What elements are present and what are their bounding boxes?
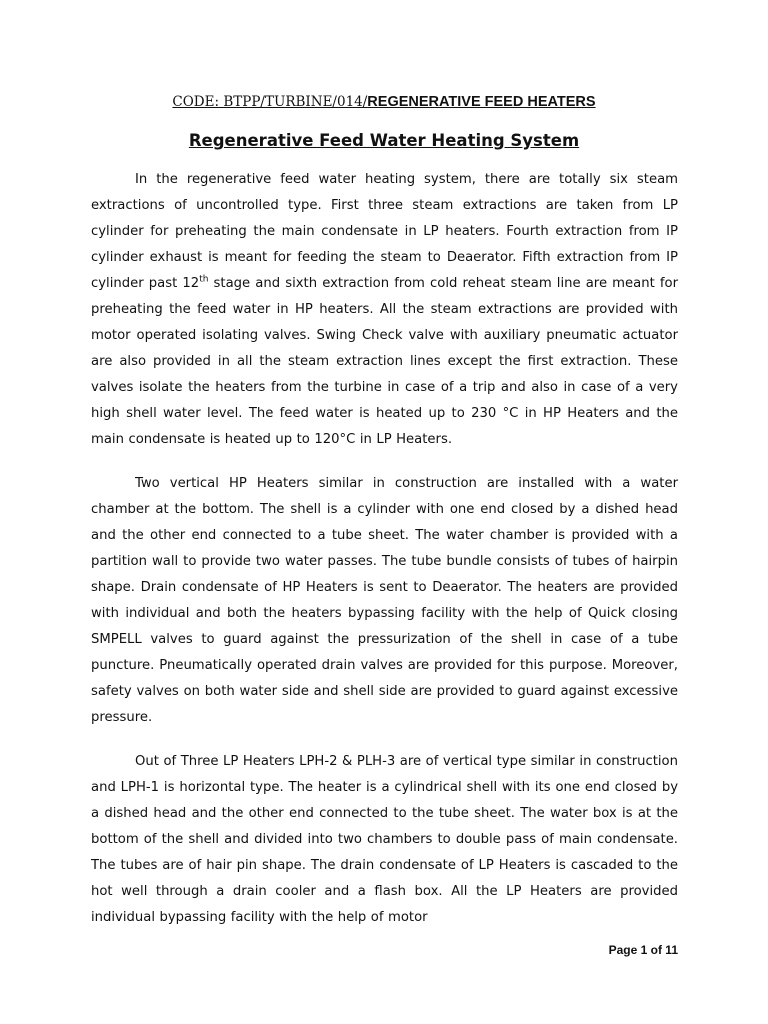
page-title: Regenerative Feed Water Heating System xyxy=(188,131,580,150)
page-number: Page 1 of 11 xyxy=(608,943,678,957)
document-topic: REGENERATIVE FEED HEATERS xyxy=(367,94,596,110)
document-code-header xyxy=(0,94,768,110)
document-code: CODE: BTPP/TURBINE/014/ xyxy=(172,94,368,110)
paragraph-lp-heaters: Out of Three LP Heaters LPH-2 & PLH-3 are of vertical type similar in construction and LPH-1 is horizontal type. The heater is a cylindrical shell with its one end closed by a dished head and the other end connected to the tube sheet. The water box is at the bottom of the shell and divided into two chambers to double pass of main condensate. The tubes are of hair pin shape. The drain condensate of LP Heaters is cascaded to the hot well through a drain cooler and a flash box. All the LP Heaters are provided individual bypassing facility with the help of motor xyxy=(91,754,678,925)
ordinal-superscript: th xyxy=(199,274,209,285)
paragraph-extractions-part2: stage and sixth extraction from cold reheat steam line are meant for preheating the feed water in HP heaters. All the steam extractions are provided with motor operated isolating valves. Swing Check valve with auxiliary pneumatic actuator are also provided in all the steam extraction lines except the first extraction. These valves isolate the heaters from the turbine in case of a trip and also in case of a very high shell water level. The feed water is heated up to 230 °C in HP Heaters and the main condensate is heated up to 120°C in LP Heaters. xyxy=(91,276,679,447)
body-text xyxy=(91,167,678,949)
paragraph-extractions-part1: In the regenerative feed water heating system, there are totally six steam extractions of uncontrolled type. First three steam extractions are taken from LP cylinder for preheating the main condensate in LP heaters. Fourth extraction from IP cylinder exhaust is meant for feeding the steam to Deaerator. Fifth extraction from IP cylinder past 12 xyxy=(91,172,678,291)
paragraph-hp-heaters: Two vertical HP Heaters similar in construction are installed with a water chamber at the bottom. The shell is a cylinder with one end closed by a dished head and the other end connected to a tube sheet. The water chamber is provided with a partition wall to provide two water passes. The tube bundle consists of tubes of hairpin shape. Drain condensate of HP Heaters is sent to Deaerator. The heaters are provided with individual and both the heaters bypassing facility with the help of Quick closing SMPELL valves to guard against the pressurization of the shell in case of a tube puncture. Pneumatically operated drain valves are provided for this purpose. Moreover, safety valves on both water side and shell side are provided to guard against excessive pressure. xyxy=(91,476,678,725)
paragraph-extractions xyxy=(91,167,678,453)
